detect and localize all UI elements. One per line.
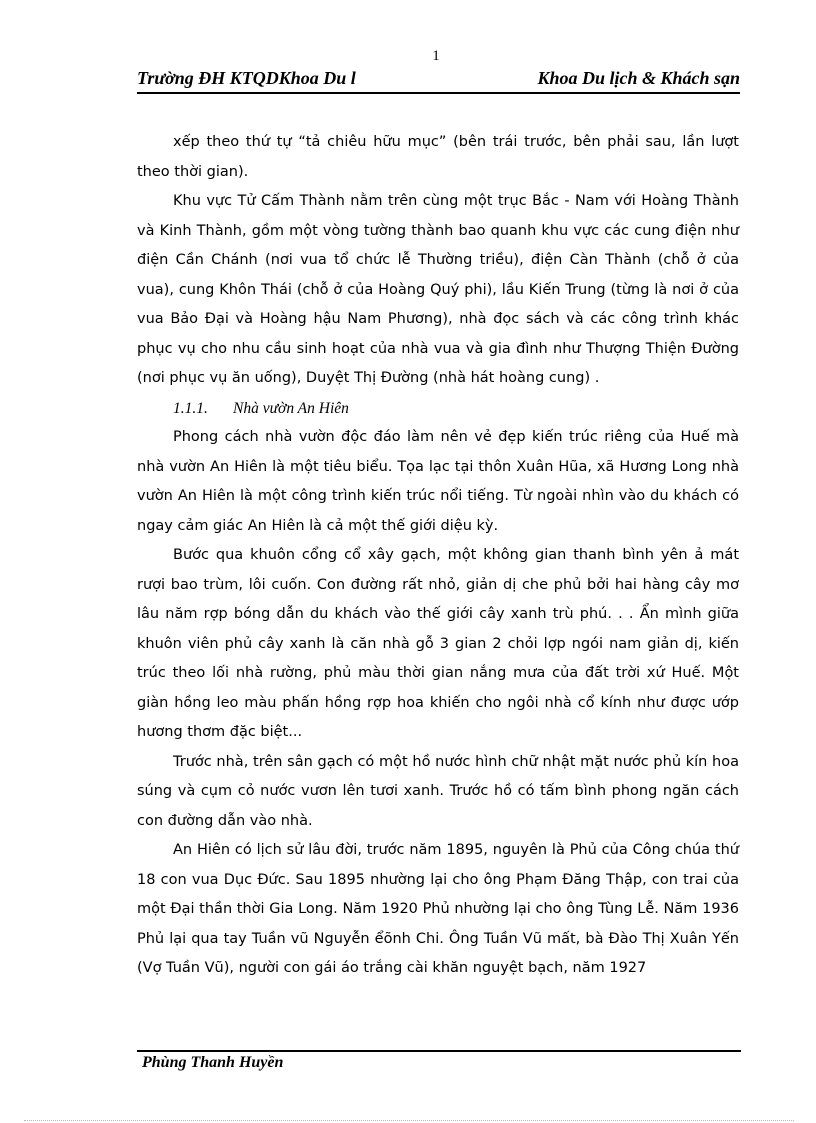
document-body — [137, 128, 739, 984]
header-left-text: Trường ĐH KTQDKhoa Du l — [137, 68, 356, 88]
paragraph: Phong cách nhà vườn độc đáo làm nên vẻ đẹp kiến trúc riêng của Huế mà nhà vườn An Hiên là một tiêu biểu. Tọa lạc tại thôn Xuân Hũa, xã Hương Long nhà vườn An Hiên là một công trình kiến trúc nổi tiếng. Từ ngoài nhìn vào du khách có ngay cảm giác An Hiên là cả một thế giới diệu kỳ. — [137, 429, 739, 534]
section-title: Nhà vườn An Hiên — [233, 399, 349, 417]
paragraph: Trước nhà, trên sân gạch có một hồ nước hình chữ nhật mặt nước phủ kín hoa súng và cụm cỏ nước vươn lên tươi xanh. Trước hồ có tấm bình phong ngăn cách con đường dẫn vào nhà. — [137, 753, 739, 829]
paragraph: An Hiên có lịch sử lâu đời, trước năm 1895, nguyên là Phủ của Công chúa thứ 18 con vua Dục Đức. Sau 1895 nhường lại cho ông Phạm Đăng Thập, con trai của một Đại thần thời Gia Long. Năm 1920 Phủ nhường lại cho ông Tùng Lễ. Năm 1936 Phủ lại qua tay Tuần vũ Nguyễn ểõnh Chi. Ông Tuần Vũ mất, bà Đào Thị Xuân Yến (Vợ Tuần Vũ), người con gái áo trắng cài khăn nguyệt bạch, năm 1927 — [137, 842, 739, 976]
header-right-text: Khoa Du lịch & Khách sạn — [537, 68, 740, 88]
page-header — [137, 66, 740, 94]
paragraph: Khu vực Tử Cấm Thành nằm trên cùng một trục Bắc - Nam với Hoàng Thành và Kinh Thành, gồm một vòng tường thành bao quanh khu vực các cung điện như điện Cần Chánh (nơi vua tổ chức lễ Thường triều), điện Càn Thành (chỗ ở của vua), cung Khôn Thái (chỗ ở của Hoàng Quý phi), lầu Kiến Trung (từng là nơi ở của vua Bảo Đại và Hoàng hậu Nam Phương), nhà đọc sách và các công trình khác phục vụ cho nhu cầu sinh hoạt của nhà vua và gia đình như Thượng Thiện Đường (nơi phục vụ ăn uống), Duyệt Thị Đường (nhà hát hoàng cung) . — [137, 193, 739, 386]
page-number: 1 — [432, 48, 440, 64]
page-bottom-border — [24, 1120, 794, 1121]
paragraph: Bước qua khuôn cổng cổ xây gạch, một không gian thanh bình yên ả mát rượi bao trùm, lôi cuốn. Con đường rất nhỏ, giản dị che phủ bởi hai hàng cây mơ lâu năm rợp bóng dẫn du khách vào thế giới cây xanh trù phú. . . Ẩn mình giữa khuôn viên phủ cây xanh là căn nhà gỗ 3 gian 2 chỏi lợp ngói nam giản dị, kiến trúc theo lối nhà rường, phủ màu thời gian nắng mưa của đất trời xứ Huế. Một giàn hồng leo màu phấn hồng rợp hoa khiến cho ngôi nhà cổ kính như được ướp hương thơm đặc biệt... — [137, 547, 739, 740]
footer-divider — [137, 1050, 741, 1052]
section-heading — [137, 394, 739, 424]
paragraph: xếp theo thứ tự “tả chiêu hữu mục” (bên trái trước, bên phải sau, lần lượt theo thời gian). — [137, 134, 739, 180]
footer-author: Phùng Thanh Huyền — [142, 1054, 284, 1071]
section-number: 1.1.1. — [173, 399, 208, 417]
